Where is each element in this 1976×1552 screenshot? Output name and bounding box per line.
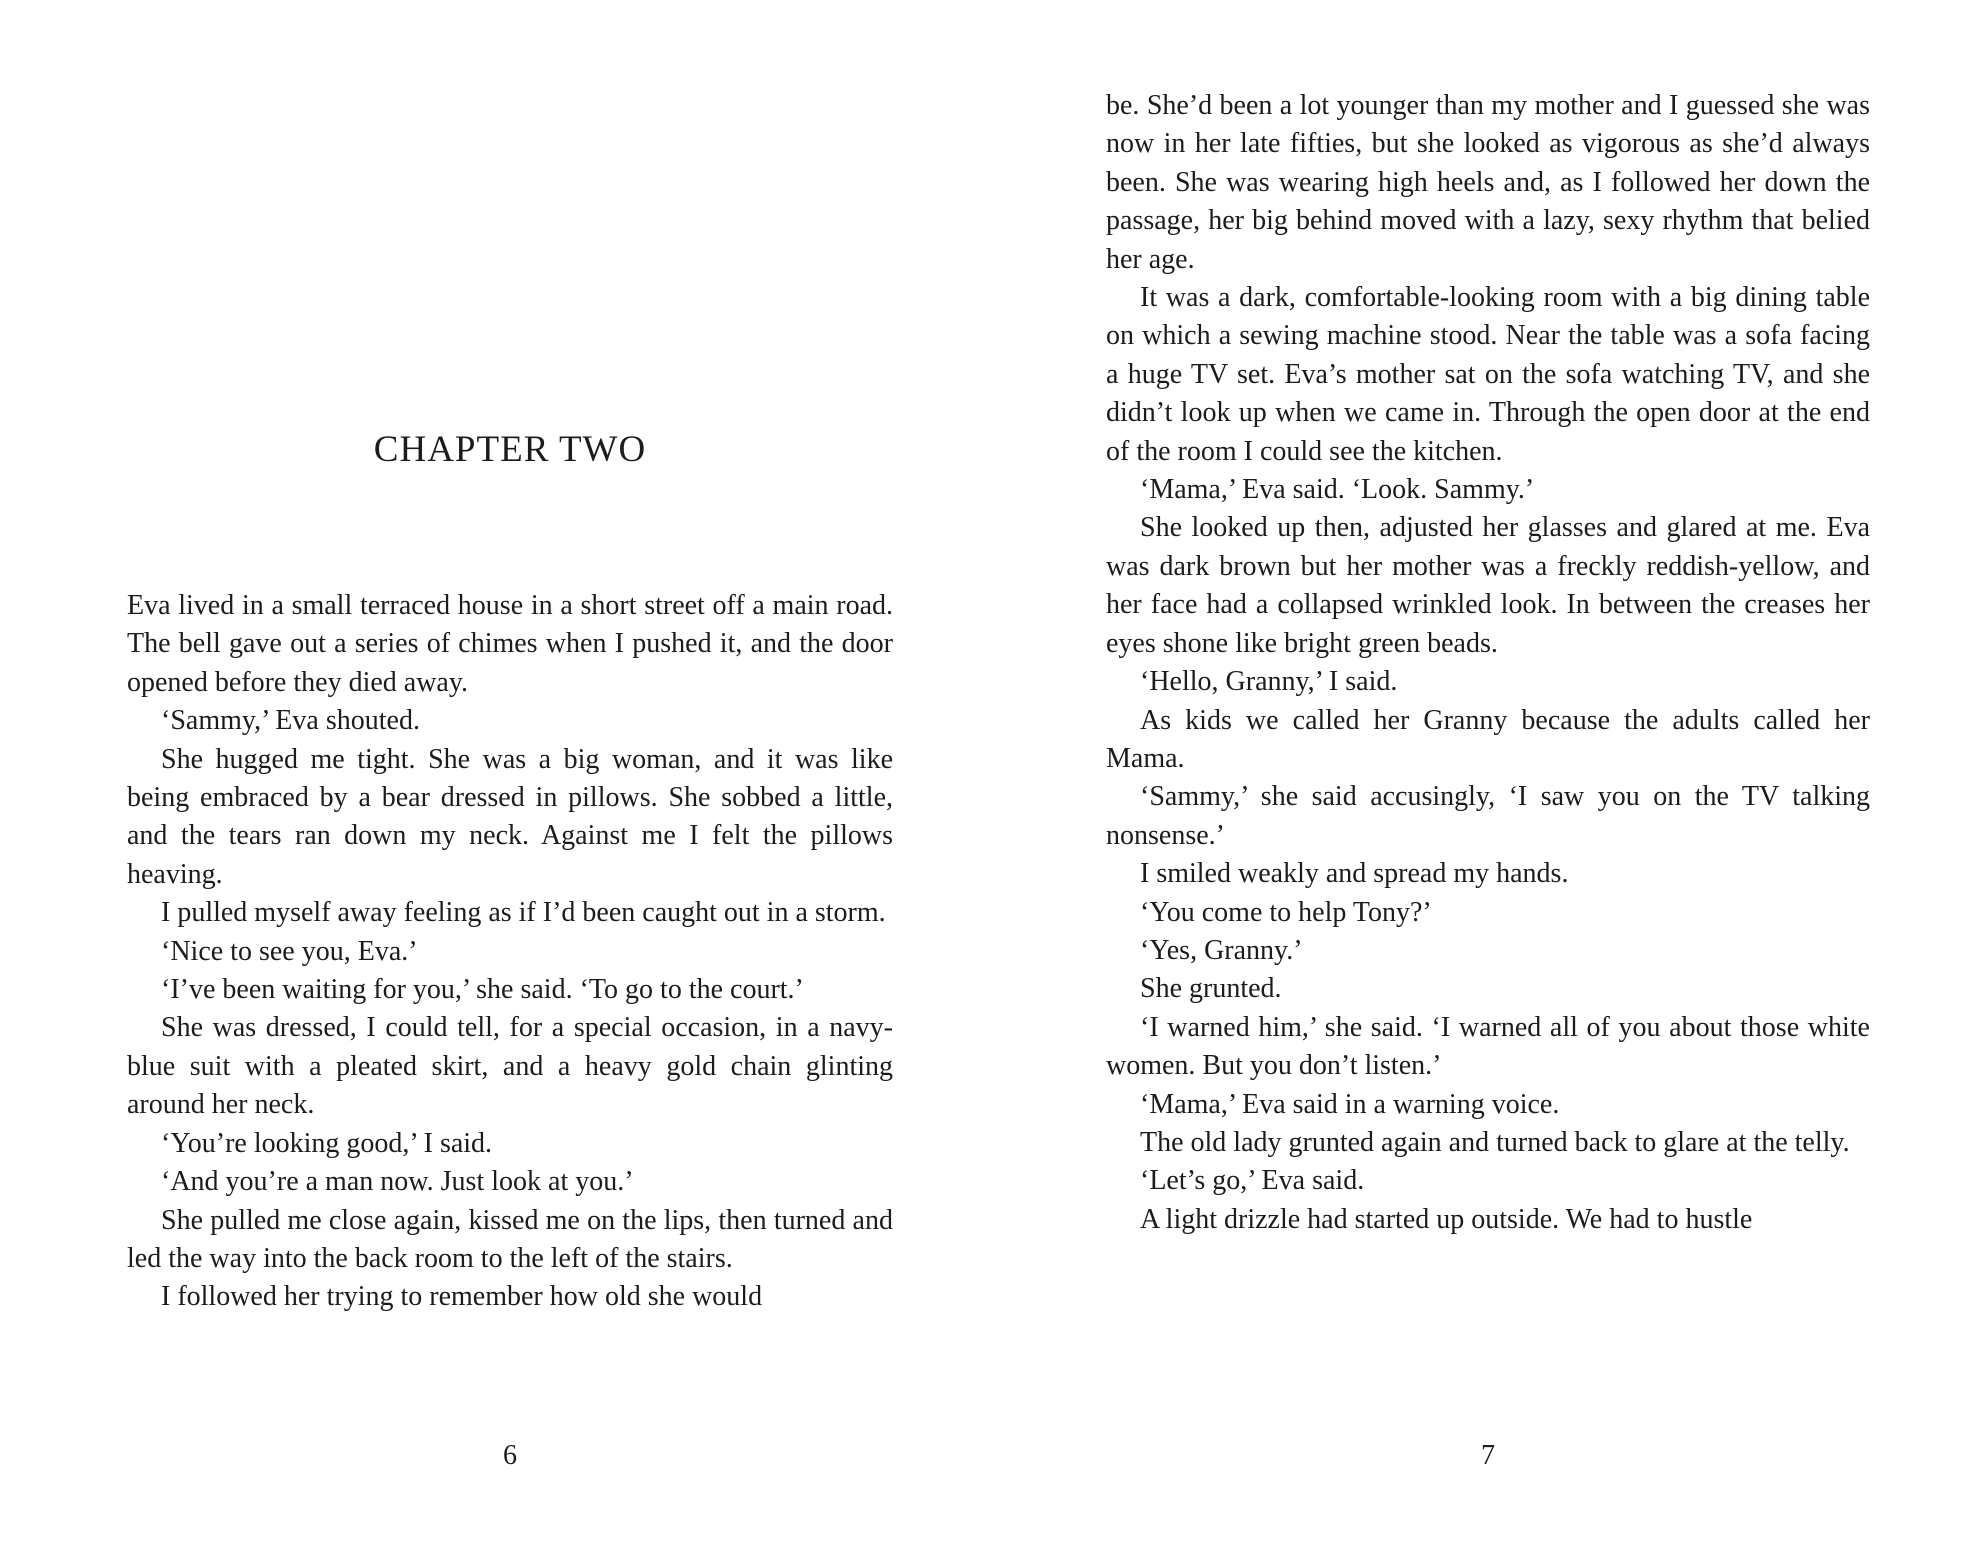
paragraph: She grunted.	[1140, 973, 1282, 1005]
paragraph: She pulled me close again, kissed me on the lips, then turned and led the way into the back room to the left of the stairs.	[127, 1204, 893, 1274]
paragraph: ‘You’re looking good,’ I said.	[161, 1127, 493, 1159]
paragraph: She was dressed, I could tell, for a special occasion, in a navy-blue suit with a pleated skirt, and a heavy gold chain glinting around her neck.	[127, 1012, 893, 1121]
paragraph: She looked up then, adjusted her glasses and glared at me. Eva was dark brown but her mother was a freckly reddish-yellow, and her face had a collapsed wrinkled look. In between the creases her eyes shone like bright green beads.	[1106, 512, 1870, 659]
paragraph: Eva lived in a small terraced house in a short street off a main road. The bell gave out a series of chimes when I pushed it, and the door opened before they died away.	[127, 590, 893, 698]
chapter-title: CHAPTER TWO	[373, 429, 647, 470]
paragraph: ‘Mama,’ Eva said. ‘Look. Sammy.’	[1140, 474, 1535, 506]
right-page-body	[1106, 87, 1870, 1239]
paragraph: ‘I’ve been waiting for you,’ she said. ‘To go to the court.’	[161, 974, 804, 1006]
paragraph: ‘I warned him,’ she said. ‘I warned all of you about those white women. But you don’t listen.’	[1106, 1011, 1870, 1082]
paragraph: I pulled myself away feeling as if I’d been caught out in a storm.	[161, 897, 886, 929]
paragraph: ‘Sammy,’ Eva shouted.	[161, 705, 420, 737]
paragraph: As kids we called her Granny because the adults called her Mama.	[1106, 704, 1870, 774]
page-number: 6	[503, 1440, 517, 1471]
paragraph: ‘Sammy,’ she said accusingly, ‘I saw you on the TV talking nonsense.’	[1106, 781, 1870, 851]
paragraph: be. She’d been a lot younger than my mother and I guessed she was now in her late fifties, but she looked as vigorous as she’d always been. She was wearing high heels and, as I followed her down the passage, her big behind moved with a lazy, sexy rhythm that belied her age.	[1106, 90, 1870, 275]
left-page-body	[127, 587, 893, 1317]
paragraph: She hugged me tight. She was a big woman, and it was like being embraced by a bear dressed in pillows. She sobbed a little, and the tears ran down my neck. Against me I felt the pillows heaving.	[127, 743, 893, 890]
paragraph: ‘Let’s go,’ Eva said.	[1140, 1165, 1365, 1197]
paragraph: It was a dark, comfortable-looking room with a big dining table on which a sewing machine stood. Near the table was a sofa facing a huge TV set. Eva’s mother sat on the sofa watching TV, and she didn’t look up when we came in. Through the open door at the end of the room I could see the kitchen.	[1106, 282, 1870, 467]
paragraph: ‘Hello, Granny,’ I said.	[1140, 666, 1398, 698]
paragraph: ‘Mama,’ Eva said in a warning voice.	[1140, 1088, 1560, 1120]
paragraph: ‘And you’re a man now. Just look at you.’	[161, 1166, 634, 1198]
paragraph: ‘Yes, Granny.’	[1140, 934, 1303, 966]
paragraph: I smiled weakly and spread my hands.	[1140, 858, 1569, 890]
paragraph: The old lady grunted again and turned back to glare at the telly.	[1140, 1126, 1850, 1158]
left-page	[127, 0, 893, 1552]
page-number: 7	[1481, 1440, 1495, 1471]
right-page	[1106, 0, 1870, 1552]
paragraph: ‘Nice to see you, Eva.’	[161, 935, 418, 967]
paragraph: I followed her trying to remember how old she would	[161, 1281, 763, 1313]
paragraph: A light drizzle had started up outside. We had to hustle	[1140, 1203, 1753, 1235]
paragraph: ‘You come to help Tony?’	[1140, 896, 1432, 928]
